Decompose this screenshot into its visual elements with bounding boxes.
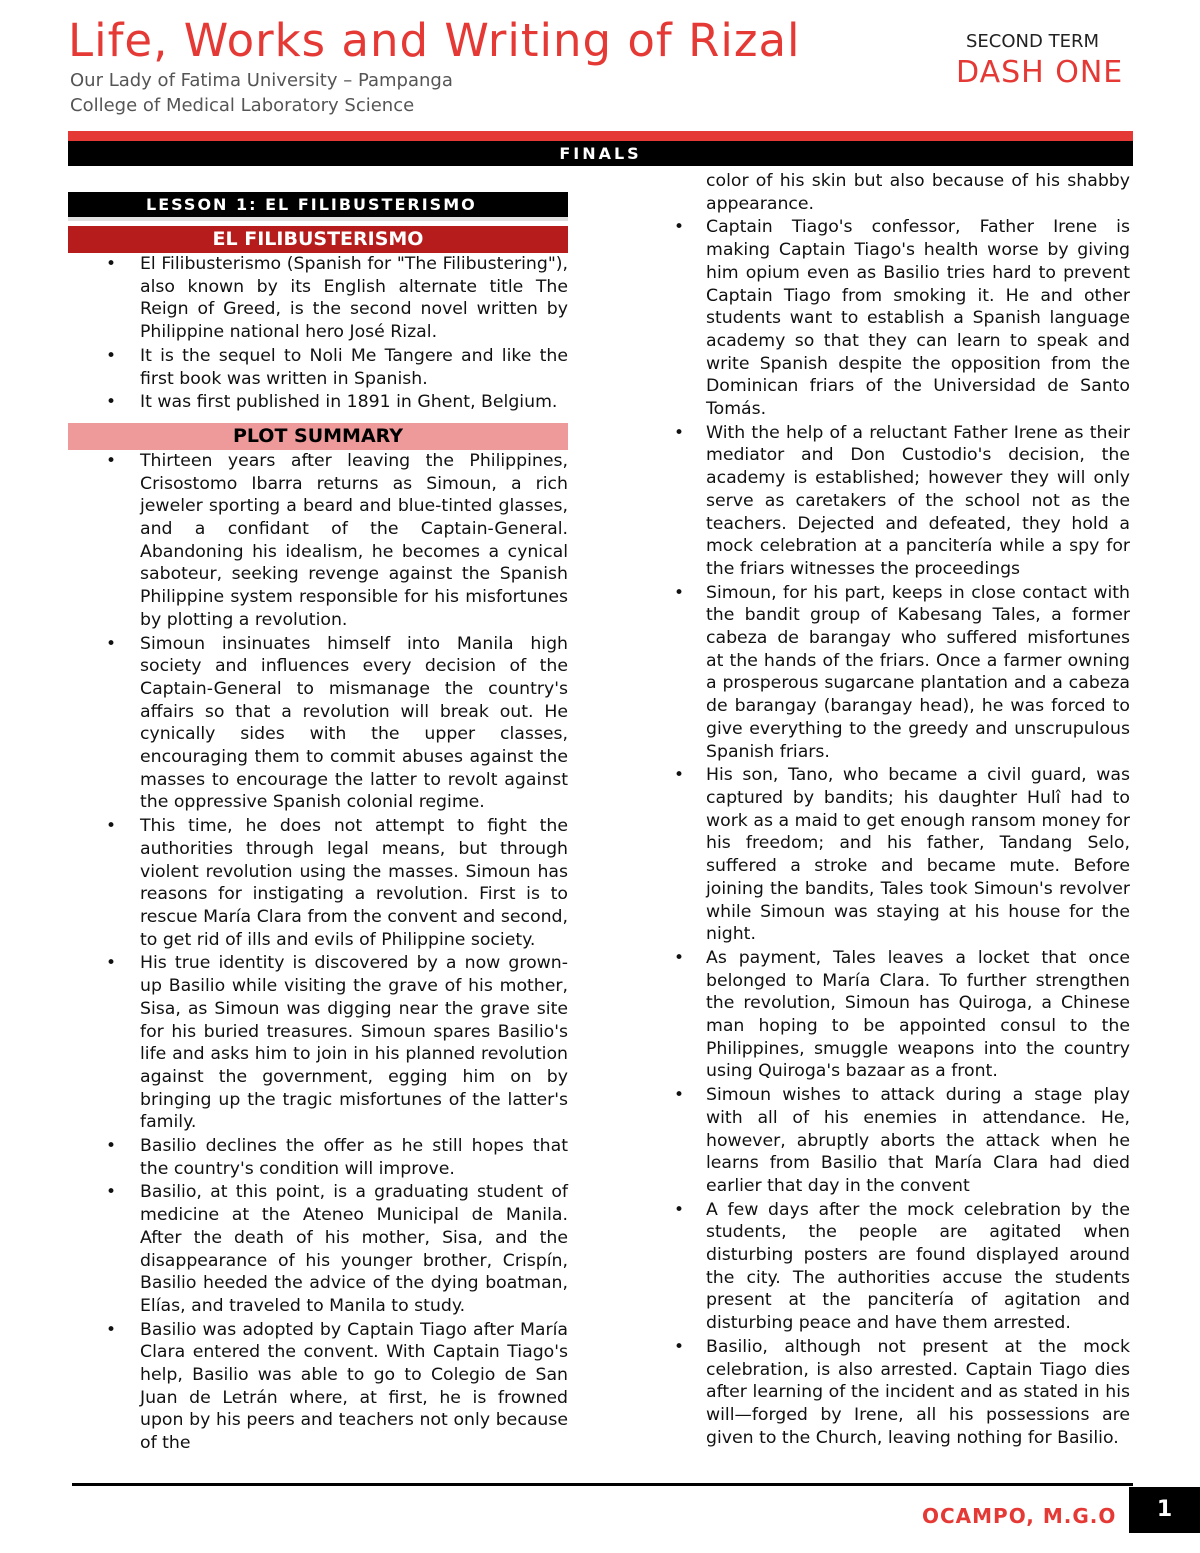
list-item: • As payment, Tales leaves a locket that once belonged to María Clara. To further strengthen the revolution, Simoun has Quiroga, a Chinese man hoping to be appointed consul to the Philippines, smuggle weapons into the country using Quiroga's bazaar as a front. bbox=[668, 947, 1130, 1083]
el-filibusterismo-list bbox=[68, 253, 568, 414]
finals-band: FINALS bbox=[68, 141, 1133, 166]
lesson-title: LESSON 1: EL FILIBUSTERISMO bbox=[68, 192, 568, 221]
list-item: • El Filibusterismo (Spanish for "The Filibustering"), also known by its English alternate title The Reign of Greed, is the second novel written by Philippine national hero José Rizal. bbox=[68, 253, 568, 344]
list-item: • Simoun wishes to attack during a stage play with all of his enemies in attendance. He, however, abruptly aborts the attack when he learns from Basilio that María Clara had died earlier that day in the convent bbox=[668, 1084, 1130, 1198]
left-column bbox=[68, 170, 568, 1456]
list-item: • Basilio, at this point, is a graduating student of medicine at the Ateneo Municipal de Manila. After the death of his mother, Sisa, and the disappearance of his younger brother, Crispín, Basilio heeded the advice of the dying boatman, Elías, and traveled to Manila to study. bbox=[68, 1181, 568, 1317]
list-item: • Basilio declines the offer as he still hopes that the country's condition will improve. bbox=[68, 1135, 568, 1180]
group-label: DASH ONE bbox=[956, 55, 1124, 90]
section-heading-el-filibusterismo: EL FILIBUSTERISMO bbox=[68, 226, 568, 253]
right-column bbox=[668, 170, 1130, 1450]
list-item: • It is the sequel to Noli Me Tangere and like the first book was written in Spanish. bbox=[68, 345, 568, 390]
list-item: • It was first published in 1891 in Ghent, Belgium. bbox=[68, 391, 568, 414]
list-item: • A few days after the mock celebration by the students, the people are agitated when disturbing posters are found displayed around the city. The authorities accuse the students present at the pancitería of agitation and disturbing peace and have them arrested. bbox=[668, 1199, 1130, 1335]
page-number: 1 bbox=[1129, 1487, 1200, 1533]
list-item: • Basilio was adopted by Captain Tiago after María Clara entered the convent. With Captain Tiago's help, Basilio was able to go to Colegio de San Juan de Letrán where, at first, he is frowned upon by his peers and teachers not only because of the bbox=[68, 1319, 568, 1455]
section-heading-plot-summary: PLOT SUMMARY bbox=[68, 423, 568, 450]
author-name: OCAMPO, M.G.O bbox=[922, 1504, 1117, 1528]
list-item: • Simoun insinuates himself into Manila high society and influences every decision of the Captain-General to mismanage the country's affairs so that a revolution will break out. He cynically sides with the upper classes, encouraging them to commit abuses against the masses to encourage the latter to revolt against the oppressive Spanish colonial regime. bbox=[68, 633, 568, 815]
term-label: SECOND TERM bbox=[966, 31, 1099, 52]
list-item-continuation: color of his skin but also because of his shabby appearance. bbox=[706, 171, 1130, 214]
school-name: Our Lady of Fatima University – Pampanga bbox=[70, 70, 453, 91]
header-red-rule bbox=[68, 131, 1133, 141]
list-item: • With the help of a reluctant Father Irene as their mediator and Don Custodio's decision, the academy is established; however they will only serve as caretakers of the school not as the teachers. Dejected and defeated, they hold a mock celebration at a pancitería while a spy for the friars witnesses the proceedings bbox=[668, 422, 1130, 581]
footer-rule bbox=[72, 1483, 1133, 1486]
list-item: • Thirteen years after leaving the Philippines, Crisostomo Ibarra returns as Simoun, a rich jeweler sporting a beard and blue-tinted glasses, and a confidant of the Captain-General. Abandoning his idealism, he becomes a cynical saboteur, seeking revenge against the Spanish Philippine system responsible for his misfortunes by plotting a revolution. bbox=[68, 450, 568, 632]
plot-summary-list bbox=[68, 450, 568, 1455]
list-item: • Basilio, although not present at the mock celebration, is also arrested. Captain Tiago dies after learning of the incident and as stated in his will—forged by Irene, all his possessions are given to the Church, leaving nothing for Basilio. bbox=[668, 1336, 1130, 1450]
document-title: Life, Works and Writing of Rizal bbox=[68, 14, 801, 67]
list-item: • Simoun, for his part, keeps in close contact with the bandit group of Kabesang Tales, a former cabeza de barangay who suffered misfortunes at the hands of the friars. Once a farmer owning a prosperous sugarcane plantation and a cabeza de barangay (barangay head), he was forced to give everything to the greedy and unscrupulous Spanish friars. bbox=[668, 582, 1130, 764]
college-name: College of Medical Laboratory Science bbox=[70, 95, 415, 116]
plot-summary-list-continued bbox=[668, 170, 1130, 1449]
list-item: • His true identity is discovered by a now grown-up Basilio while visiting the grave of his mother, Sisa, as Simoun was digging near the grave site for his buried treasures. Simoun spares Basilio's life and asks him to join in his planned revolution against the government, egging him on by bringing up the tragic misfortunes of the latter's family. bbox=[68, 952, 568, 1134]
list-item: • Captain Tiago's confessor, Father Irene is making Captain Tiago's health worse by giving him opium even as Basilio tries hard to prevent Captain Tiago from smoking it. He and other students want to establish a Spanish language academy so that they can learn to speak and write Spanish despite the opposition from the Dominican friars of the Universidad de Santo Tomás. bbox=[668, 216, 1130, 420]
list-item: • This time, he does not attempt to fight the authorities through legal means, but through violent revolution using the masses. Simoun has reasons for instigating a revolution. First is to rescue María Clara from the convent and second, to get rid of ills and evils of Philippine society. bbox=[68, 815, 568, 951]
list-item: • His son, Tano, who became a civil guard, was captured by bandits; his daughter Hulî had to work as a maid to get enough ransom money for his freedom; and his father, Tandang Selo, suffered a stroke and became mute. Before joining the bandits, Tales took Simoun's revolver while Simoun was staying at his house for the night. bbox=[668, 764, 1130, 946]
